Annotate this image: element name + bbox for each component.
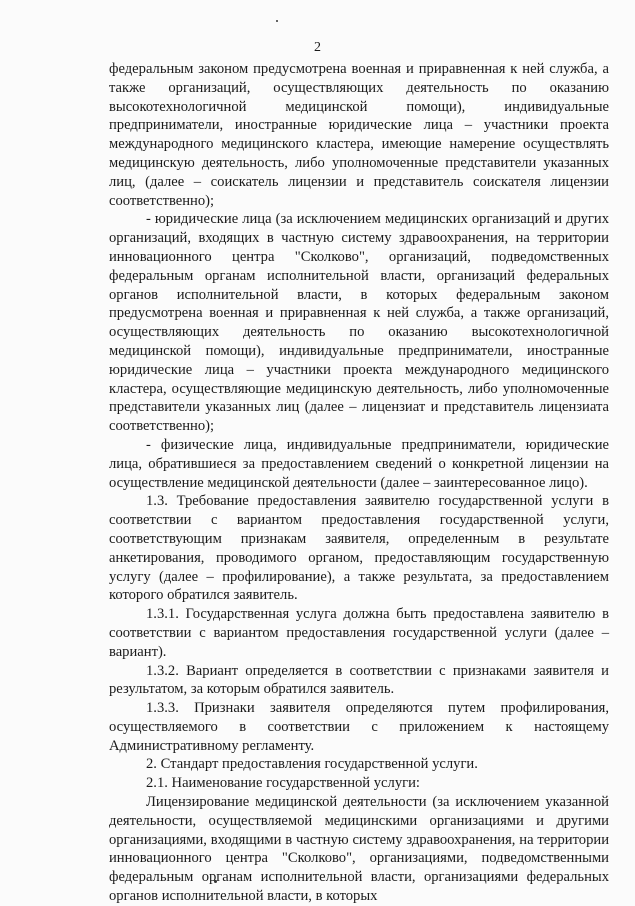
scan-speck — [276, 20, 278, 22]
paragraph-legal-entities: - юридические лица (за исключением медицинских организаций и других организаций, входящих в частную систему здравоохранения, на территории инновационного центра "Сколково", организаций, подведомственных федеральным органам исполнительной власти, организаций федеральных органов исполнительной власти, в которых федеральным законом предусмотрена военная и приравненная к ней служба, а также организаций, осуществляющих деятельность по оказанию высокотехнологичной медицинской помощи), индивидуальные предприниматели, иностранные юридические лица – участники проекта международного медицинского кластера, осуществляющие медицинскую деятельность, либо уполномоченные представители указанных лиц (далее – лицензиат и представитель лицензиата соответственно); — [109, 211, 609, 435]
document-body — [109, 60, 609, 906]
paragraph-continuation: федеральным законом предусмотрена военная и приравненная к ней служба, а также организаций, осуществляющих деятельность по оказанию высокотехнологичной медицинской помощи), индивидуальные предприниматели, иностранные юридические лица – участники проекта международного медицинского кластера, имеющие намерение осуществлять медицинскую деятельность, либо уполномоченные представители указанных лиц, (далее – соискатель лицензии и представитель соискателя лицензии соответственно); — [109, 61, 609, 209]
paragraph-service-name: Лицензирование медицинской деятельности (за исключением указанной деятельности, осуществляемой медицинскими организациями и другими организациями, входящими в частную систему здравоохранения, на территории инновационного центра "Сколково", организациями, подведомственными федеральным органам исполнительной власти, организациями федеральных органов исполнительной власти, в которых — [109, 794, 609, 905]
paragraph-1-3-3: 1.3.3. Признаки заявителя определяются путем профилирования, осуществляемого в соответствии с приложением к настоящему Административному регламенту. — [109, 700, 609, 754]
paragraph-1-3-1: 1.3.1. Государственная услуга должна быть предоставлена заявителю в соответствии с вариантом предоставления государственной услуги (далее – вариант). — [109, 606, 609, 660]
page-number: 2 — [314, 40, 321, 55]
paragraph-1-3-2: 1.3.2. Вариант определяется в соответствии с признаками заявителя и результатом, за которым обратился заявитель. — [109, 662, 609, 698]
paragraph-2-1: 2.1. Наименование государственной услуги: — [146, 775, 420, 792]
paragraph-1-3: 1.3. Требование предоставления заявителю государственной услуги в соответствии с вариантом предоставления государственной услуги, соответствующим признакам заявителя, определенным в результате анкетирования, проводимого органом, предоставляющим государственную услугу (далее – профилирование), а также результата, за предоставлением которого обратился заявитель. — [109, 493, 609, 604]
section-2-heading: 2. Стандарт предоставления государственной услуги. — [146, 756, 478, 773]
paragraph-individuals: - физические лица, индивидуальные предприниматели, юридические лица, обратившиеся за предоставлением сведений о конкретной лицензии на осуществление медицинской деятельности (далее – заинтересованное лицо). — [109, 436, 609, 491]
